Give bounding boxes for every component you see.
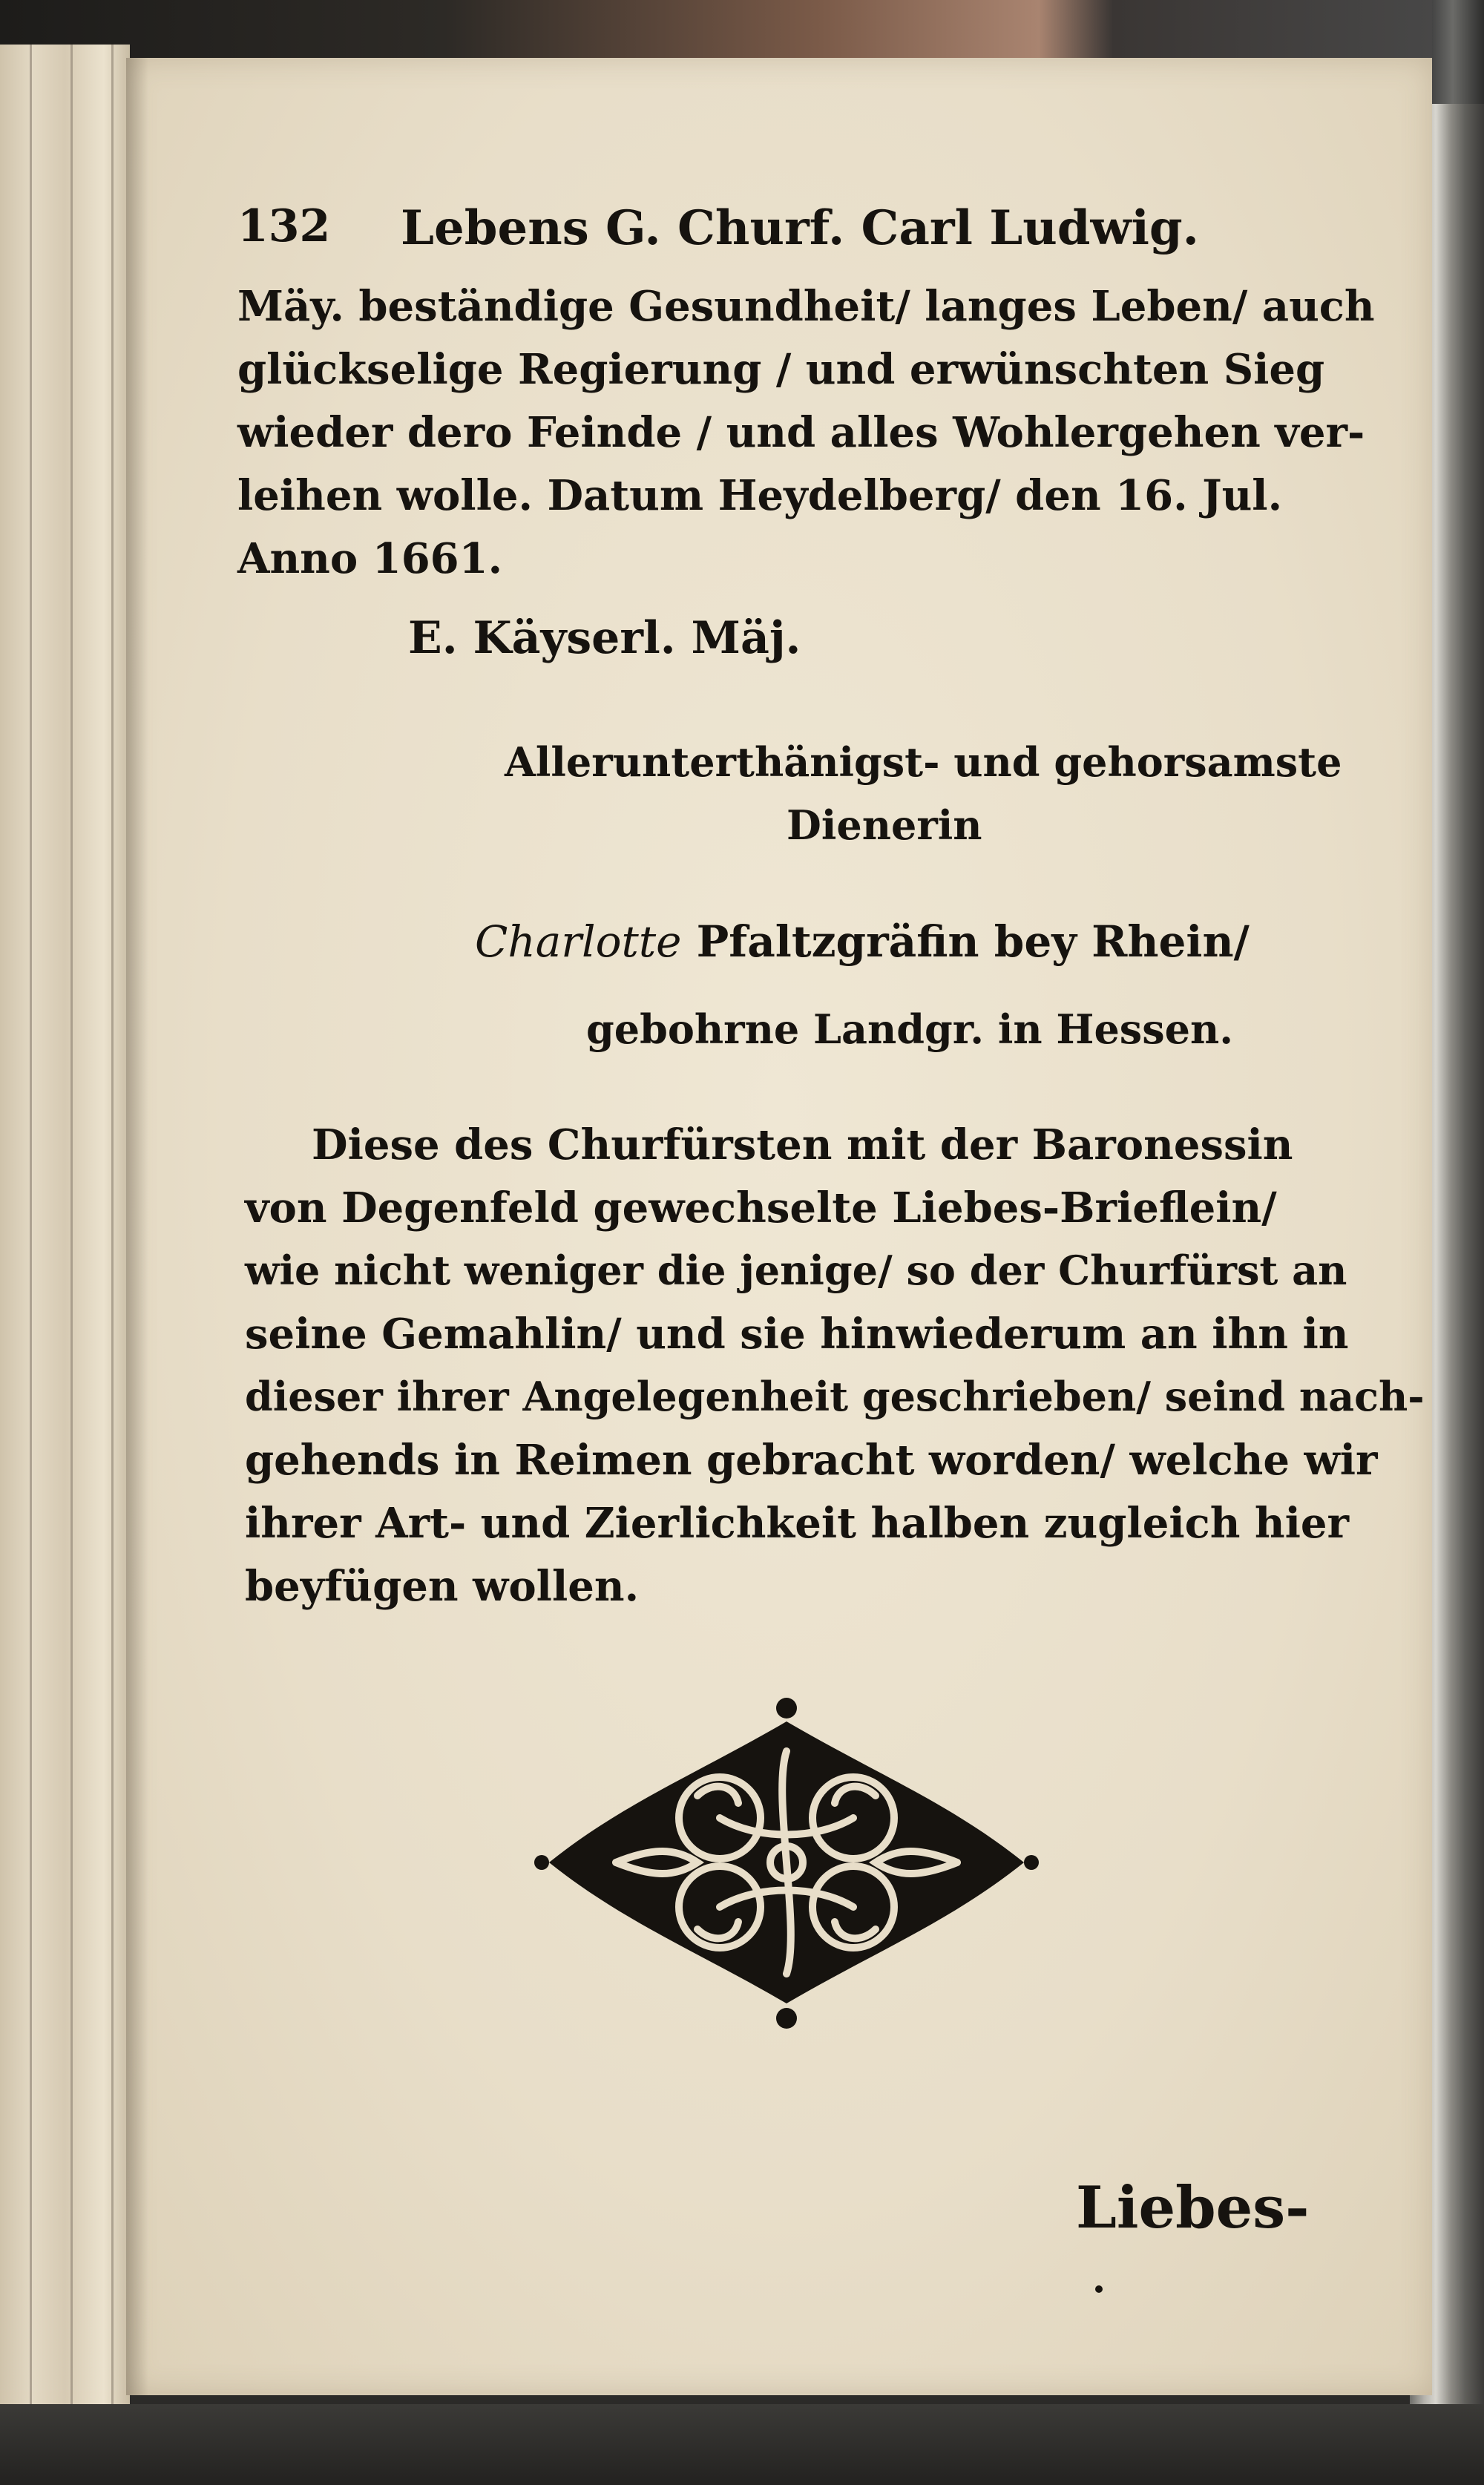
bottom-background-strip — [0, 2404, 1484, 2485]
signature-line-1 — [475, 916, 1250, 967]
paragraph-line-6: gehends in Reimen gebracht worden/ welche wir — [245, 1436, 1378, 1485]
paragraph-line-5: dieser ihrer Angelegenheit geschrieben/ seind nach- — [245, 1373, 1425, 1420]
paragraph-line-4: seine Gemahlin/ und sie hinwiederum an ihn in — [245, 1310, 1349, 1359]
letter-address: E. Käyserl. Mäj. — [408, 612, 801, 664]
letter-line-1: Mäy. beständige Gesundheit/ langes Leben/ auch — [237, 282, 1375, 331]
signature-line-2: gebohrne Landgr. in Hessen. — [586, 1005, 1234, 1053]
previous-page-edge — [0, 45, 130, 2404]
top-background-strip — [0, 0, 1484, 67]
ink-dot — [1095, 2285, 1103, 2293]
page-number: 132 — [237, 200, 331, 252]
paragraph-line-8: beyfügen wollen. — [245, 1562, 640, 1611]
floral-ornament-icon — [534, 1692, 1039, 2033]
letter-closing-dienerin: Dienerin — [787, 801, 982, 849]
letter-line-5: Anno 1661. — [237, 534, 503, 583]
letter-line-2: glückselige Regierung / und erwünschten Sieg — [237, 345, 1325, 394]
signature-title: Pfaltzgräfin bey Rhein/ — [696, 916, 1250, 967]
page-gutter-shadow — [126, 58, 148, 2395]
letter-line-3: wieder dero Feinde / und alles Wohlergehen ver- — [237, 408, 1365, 457]
signature-given-name: Charlotte — [475, 916, 682, 967]
paragraph-line-2: von Degenfeld gewechselte Liebes-Brieflein/ — [245, 1184, 1277, 1232]
paragraph-line-1: Diese des Churfürsten mit der Baronessin — [312, 1120, 1293, 1169]
letter-line-4: leihen wolle. Datum Heydelberg/ den 16. Jul. — [237, 471, 1283, 520]
paragraph-line-7: ihrer Art- und Zierlichkeit halben zugleich hier — [245, 1499, 1350, 1548]
running-title: Lebens G. Churf. Carl Ludwig. — [401, 200, 1199, 256]
catchword: Liebes- — [1076, 2174, 1310, 2242]
paragraph-line-3: wie nicht weniger die jenige/ so der Churfürst an — [245, 1247, 1347, 1294]
letter-closing: Allerunterthänigst- und gehorsamste — [505, 738, 1342, 786]
